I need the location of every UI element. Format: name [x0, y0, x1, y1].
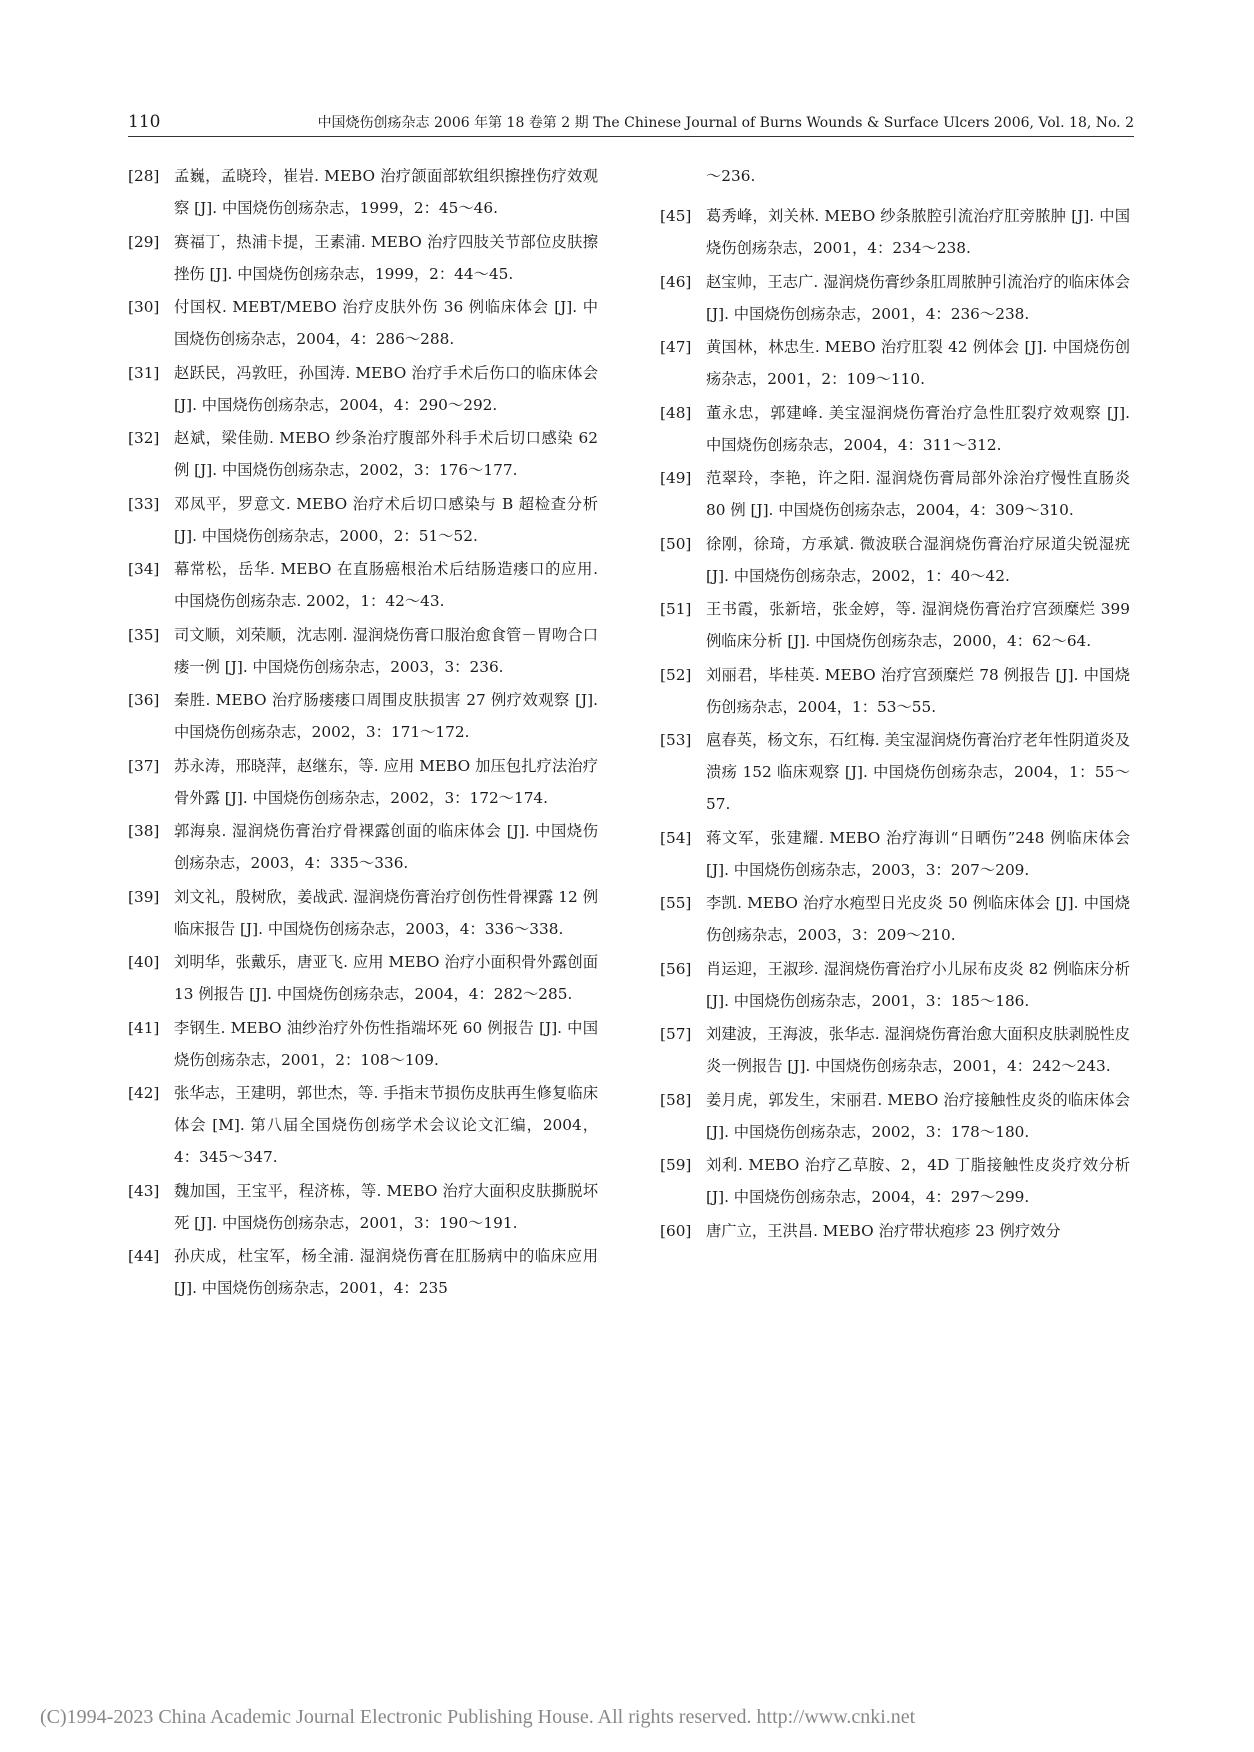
reference-item	[128, 488, 598, 552]
reference-text: 范翠玲，李艳，许之阳. 湿润烧伤膏局部外涂治疗慢性直肠炎 80 例 [J]. 中国烧伤创疡杂志，2004，4：309～310.	[706, 469, 1130, 519]
reference-number: [53]	[660, 731, 692, 749]
running-header: 中国烧伤创疡杂志 2006 年第 18 卷第 2 期 The Chinese Journal of Burns Wounds & Surface Ulcers 2006, Vol. 18, No. 2	[317, 115, 1134, 131]
reference-number: [51]	[660, 600, 692, 618]
reference-number: [28]	[128, 167, 160, 185]
reference-text: 孟巍，孟晓玲，崔岩. MEBO 治疗颌面部软组织擦挫伤疗效观察 [J]. 中国烧伤创疡杂志，1999，2：45～46.	[174, 167, 598, 217]
reference-number: [52]	[660, 665, 692, 684]
reference-text: 董永忠，郭建峰. 美宝湿润烧伤膏治疗急性肛裂疗效观察 [J]. 中国烧伤创疡杂志，2004，4：311～312.	[706, 403, 1130, 454]
reference-number: [60]	[660, 1221, 692, 1240]
reference-number: [55]	[660, 894, 692, 912]
reference-item	[128, 1012, 598, 1076]
reference-number: [44]	[128, 1247, 160, 1265]
reference-text: 秦胜. MEBO 治疗肠瘘瘘口周围皮肤损害 27 例疗效观察 [J]. 中国烧伤创疡杂志，2002，3：171～172.	[174, 691, 598, 741]
reference-number: [31]	[128, 363, 160, 382]
reference-text: 姜月虎，郭发生，宋丽君. MEBO 治疗接触性皮炎的临床体会 [J]. 中国烧伤创疡杂志，2002，3：178～180.	[706, 1090, 1130, 1141]
reference-item	[660, 1018, 1130, 1082]
header-rule	[128, 136, 1134, 137]
reference-number: [40]	[128, 953, 160, 971]
reference-item	[128, 684, 598, 748]
reference-item	[128, 750, 598, 814]
reference-text: 唐广立，王洪昌. MEBO 治疗带状疱疹 23 例疗效分	[706, 1221, 1061, 1240]
reference-item	[660, 724, 1130, 820]
reference-number: [59]	[660, 1156, 692, 1174]
reference-text: 刘文礼，殷树欣，姜战武. 湿润烧伤膏治疗创伤性骨裸露 12 例临床报告 [J]. 中国烧伤创疡杂志，2003，4：336～338.	[174, 887, 598, 938]
reference-item	[660, 822, 1130, 886]
reference-text: 赵跃民，冯敦旺，孙国涛. MEBO 治疗手术后伤口的临床体会 [J]. 中国烧伤创疡杂志，2004，4：290～292.	[174, 363, 598, 414]
reference-text: 魏加国，王宝平，程济栋，等. MEBO 治疗大面积皮肤撕脱坏死 [J]. 中国烧伤创疡杂志，2001，3：190～191.	[174, 1181, 598, 1232]
reference-number: [42]	[128, 1084, 160, 1102]
reference-item	[660, 397, 1130, 461]
reference-item	[128, 619, 598, 683]
reference-number: [46]	[660, 272, 692, 291]
reference-item	[660, 887, 1130, 951]
reference-item	[660, 1084, 1130, 1148]
reference-item	[128, 357, 598, 421]
reference-text: 郭海泉. 湿润烧伤膏治疗骨裸露创面的临床体会 [J]. 中国烧伤创疡杂志，2003，4：335～336.	[174, 822, 598, 872]
reference-text: 徐刚，徐琦，方承斌. 微波联合湿润烧伤膏治疗尿道尖锐湿疣 [J]. 中国烧伤创疡杂志，2002，1：40～42.	[706, 534, 1130, 585]
reference-text: 张华志，王建明，郭世杰，等. 手指末节损伤皮肤再生修复临床体会 [M]. 第八届全国烧伤创疡学术会议论文汇编，2004，4：345～347.	[174, 1084, 598, 1166]
reference-number: [54]	[660, 828, 692, 847]
reference-item	[660, 266, 1130, 330]
page-number: 110	[128, 112, 161, 132]
reference-item	[660, 953, 1130, 1017]
reference-text: 蒋文军，张建耀. MEBO 治疗海训“日晒伤”248 例临床体会 [J]. 中国烧伤创疡杂志，2003，3：207～209.	[706, 828, 1130, 879]
reference-text: 邓凤平，罗意文. MEBO 治疗术后切口感染与 B 超检查分析 [J]. 中国烧伤创疡杂志，2000，2：51～52.	[174, 494, 598, 545]
reference-item	[660, 200, 1130, 264]
reference-number: [34]	[128, 560, 160, 578]
reference-item	[128, 291, 598, 355]
reference-text: 葛秀峰，刘关林. MEBO 纱条脓腔引流治疗肛旁脓肿 [J]. 中国烧伤创疡杂志，2001，4：234～238.	[706, 207, 1130, 257]
reference-item	[128, 1240, 598, 1304]
reference-number: [50]	[660, 534, 692, 553]
reference-text: 黄国林，林忠生. MEBO 治疗肛裂 42 例体会 [J]. 中国烧伤创疡杂志，2001，2：109～110.	[706, 338, 1130, 388]
reference-text: 赵斌，梁佳勋. MEBO 纱条治疗腹部外科手术后切口感染 62 例 [J]. 中国烧伤创疡杂志，2002，3：176～177.	[174, 429, 598, 479]
reference-item	[128, 1077, 598, 1173]
reference-text: 司文顺，刘荣顺，沈志刚. 湿润烧伤膏口服治愈食管－胃吻合口瘘一例 [J]. 中国烧伤创疡杂志，2003，3：236.	[174, 625, 598, 676]
reference-text: 幕常松，岳华. MEBO 在直肠癌根治术后结肠造瘘口的应用. 中国烧伤创疡杂志. 2002，1：42～43.	[174, 560, 598, 610]
reference-item	[128, 1175, 598, 1239]
reference-text: 刘丽君，毕桂英. MEBO 治疗宫颈糜烂 78 例报告 [J]. 中国烧伤创疡杂志，2004，1：53～55.	[706, 665, 1130, 716]
reference-item	[660, 1215, 1130, 1247]
reference-item	[128, 946, 598, 1010]
reference-number: [30]	[128, 298, 160, 316]
reference-item	[128, 553, 598, 617]
reference-number: [56]	[660, 959, 692, 978]
reference-text: 肖运迎，王淑珍. 湿润烧伤膏治疗小儿尿布皮炎 82 例临床分析 [J]. 中国烧伤创疡杂志，2001，3：185～186.	[706, 959, 1130, 1010]
continuation-text: ～236.	[706, 167, 756, 185]
reference-number: [39]	[128, 887, 160, 906]
reference-number: [37]	[128, 756, 160, 775]
reference-number: [35]	[128, 625, 160, 644]
reference-text: 刘利. MEBO 治疗乙草胺、2，4D 丁脂接触性皮炎疗效分析 [J]. 中国烧伤创疡杂志，2004，4：297～299.	[706, 1156, 1130, 1206]
reference-number: [48]	[660, 403, 692, 422]
reference-item	[660, 1149, 1130, 1213]
reference-item	[660, 462, 1130, 526]
reference-text: 赛福丁，热浦卡提，王素浦. MEBO 治疗四肢关节部位皮肤擦挫伤 [J]. 中国烧伤创疡杂志，1999，2：44～45.	[174, 232, 598, 283]
reference-text: 付国权. MEBT/MEBO 治疗皮肤外伤 36 例临床体会 [J]. 中国烧伤创疡杂志，2004，4：286～288.	[174, 298, 598, 348]
reference-text: 王书霞，张新培，张金婷，等. 湿润烧伤膏治疗宫颈糜烂 399 例临床分析 [J]. 中国烧伤创疡杂志，2000，4：62～64.	[706, 600, 1130, 650]
reference-number: [29]	[128, 232, 160, 251]
reference-text: 扈春英，杨文东，石红梅. 美宝湿润烧伤膏治疗老年性阴道炎及溃疡 152 临床观察 [J]. 中国烧伤创疡杂志，2004，1：55～57.	[706, 731, 1130, 813]
reference-number: [32]	[128, 429, 160, 447]
reference-text: 刘建波，王海波，张华志. 湿润烧伤膏治愈大面积皮肤剥脱性皮炎一例报告 [J]. 中国烧伤创疡杂志，2001，4：242～243.	[706, 1025, 1130, 1075]
reference-text: 刘明华，张戴乐，唐亚飞. 应用 MEBO 治疗小面积骨外露创面 13 例报告 [J]. 中国烧伤创疡杂志，2004，4：282～285.	[174, 953, 598, 1003]
reference-text: 苏永涛，邢晓萍，赵继东，等. 应用 MEBO 加压包扎疗法治疗骨外露 [J]. 中国烧伤创疡杂志，2002，3：172～174.	[174, 756, 598, 807]
reference-item	[128, 881, 598, 945]
reference-number: [38]	[128, 822, 160, 840]
reference-item	[660, 659, 1130, 723]
left-column	[128, 160, 598, 1306]
copyright-footer: (C)1994-2023 China Academic Journal Electronic Publishing House. All rights reserved. http://www.cnki.net	[40, 1706, 916, 1728]
reference-item	[128, 226, 598, 290]
reference-item	[660, 593, 1130, 657]
reference-number: [49]	[660, 469, 692, 487]
reference-text: 李钢生. MEBO 油纱治疗外伤性指端坏死 60 例报告 [J]. 中国烧伤创疡杂志，2001，2：108～109.	[174, 1018, 598, 1069]
reference-number: [58]	[660, 1090, 692, 1109]
reference-number: [47]	[660, 338, 692, 356]
reference-item	[660, 331, 1130, 395]
reference-text: 李凯. MEBO 治疗水疱型日光皮炎 50 例临床体会 [J]. 中国烧伤创疡杂志，2003，3：209～210.	[706, 894, 1130, 944]
reference-number: [36]	[128, 691, 160, 709]
reference-number: [45]	[660, 207, 692, 225]
reference-text: 赵宝帅，王志广. 湿润烧伤膏纱条肛周脓肿引流治疗的临床体会 [J]. 中国烧伤创疡杂志，2001，4：236～238.	[706, 272, 1130, 323]
reference-number: [57]	[660, 1025, 692, 1043]
reference-number: [41]	[128, 1018, 160, 1037]
reference-item	[660, 528, 1130, 592]
reference-number: [33]	[128, 494, 160, 513]
reference-item	[128, 815, 598, 879]
right-column	[660, 160, 1130, 1248]
reference-text: 孙庆成，杜宝军，杨全浦. 湿润烧伤膏在肛肠病中的临床应用 [J]. 中国烧伤创疡杂志，2001，4：235	[174, 1247, 598, 1297]
reference-item	[128, 160, 598, 224]
reference-number: [43]	[128, 1181, 160, 1200]
reference-item	[128, 422, 598, 486]
